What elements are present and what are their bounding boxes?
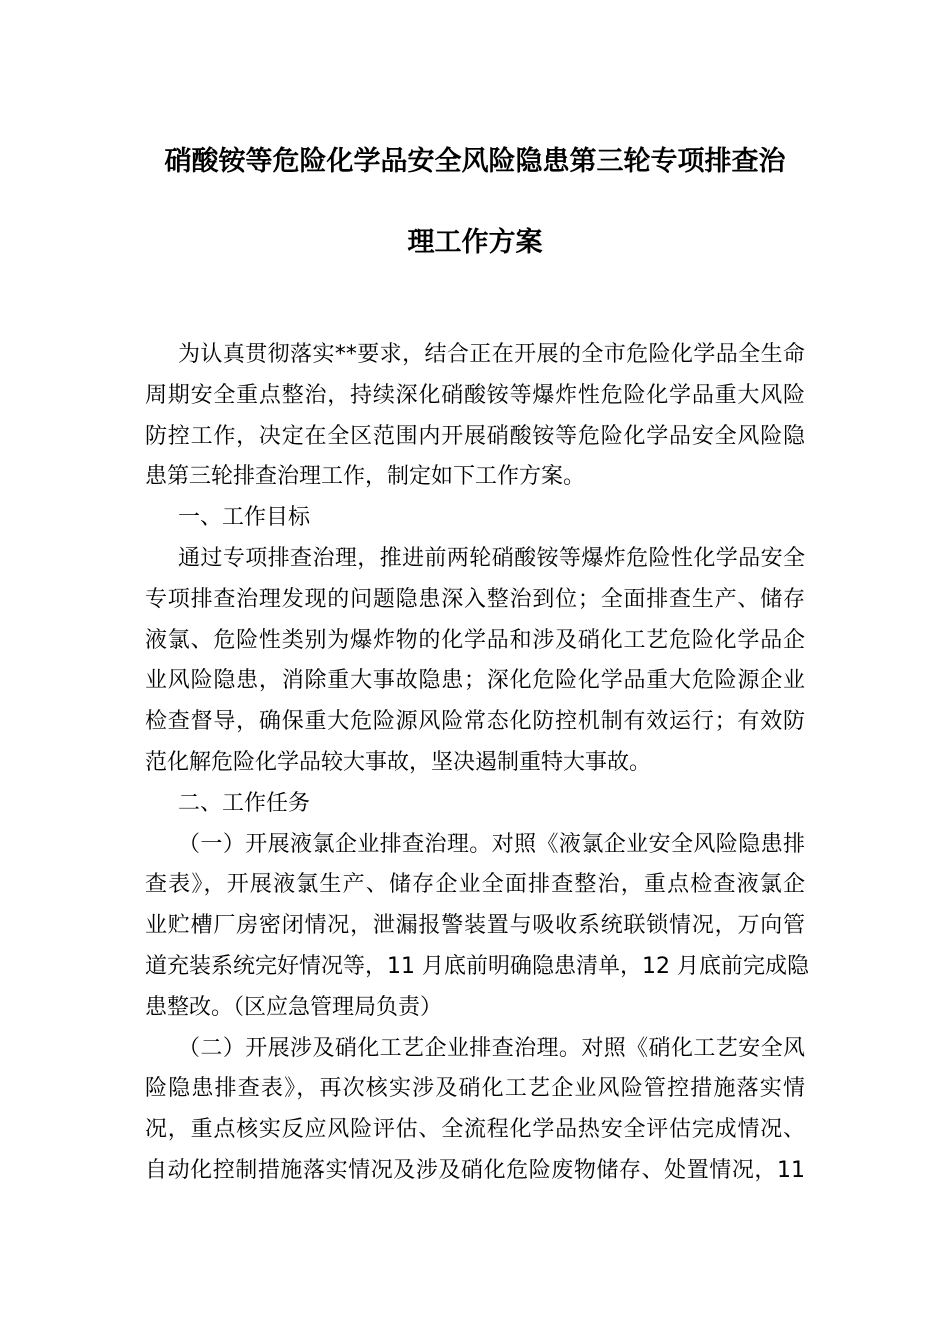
text-line: （一）开展液氯企业排查治理。对照《液氯企业安全风险隐患排 [178,831,805,857]
text-line: 况，重点核实反应风险评估、全流程化学品热安全评估完成情况、 [145,1117,805,1143]
document-body [145,335,809,1192]
text-line: 道充装系统完好情况等，11 月底前明确隐患清单，12 月底前完成隐 [145,953,809,979]
text-line: 一、工作目标 [178,505,311,531]
text-line: 险隐患排查表》，再次核实涉及硝化工艺企业风险管控措施落实情 [145,1076,805,1102]
document-title-line-2: 理工作方案 [407,227,543,258]
text-line: 为认真贯彻落实**要求，结合正在开展的全市危险化学品全生命 [178,342,805,367]
text-line: 患整改。（区应急管理局负责） [145,994,443,1020]
text-line: 业风险隐患，消除重大事故隐患；深化危险化学品重大危险源企业 [145,668,805,694]
paragraph [145,335,805,498]
text-line: 自动化控制措施落实情况及涉及硝化危险废物储存、处置情况，11 [145,1157,805,1183]
text-line: 检查督导，确保重大危险源风险常态化防控机制有效运行；有效防 [145,709,805,735]
text-line: 范化解危险化学品较大事故，坚决遏制重特大事故。 [145,749,652,775]
paragraph [145,498,805,539]
paragraph [145,1029,805,1192]
text-line: （二）开展涉及硝化工艺企业排查治理。对照《硝化工艺安全风 [178,1035,805,1061]
paragraph [145,825,809,1029]
text-line: 查表》，开展液氯生产、储存企业全面排查整治，重点检查液氯企 [145,872,805,898]
document-title-line-1: 硝酸铵等危险化学品安全风险隐患第三轮专项排查治 [164,146,786,177]
paragraph [145,784,805,825]
text-line: 二、工作任务 [178,790,311,816]
text-line: 患第三轮排查治理工作，制定如下工作方案。 [145,464,586,490]
text-line: 专项排查治理发现的问题隐患深入整治到位；全面排查生产、储存 [145,586,805,612]
text-line: 通过专项排查治理，推进前两轮硝酸铵等爆炸危险性化学品安全 [178,545,805,571]
text-line: 业贮槽厂房密闭情况，泄漏报警装置与吸收系统联锁情况，万向管 [145,913,805,939]
text-line: 防控工作，决定在全区范围内开展硝酸铵等危险化学品安全风险隐 [145,423,805,449]
text-line: 周期安全重点整治，持续深化硝酸铵等爆炸性危险化学品重大风险 [145,382,805,408]
paragraph [145,539,805,784]
text-line: 液氯、危险性类别为爆炸物的化学品和涉及硝化工艺危险化学品企 [145,627,805,653]
